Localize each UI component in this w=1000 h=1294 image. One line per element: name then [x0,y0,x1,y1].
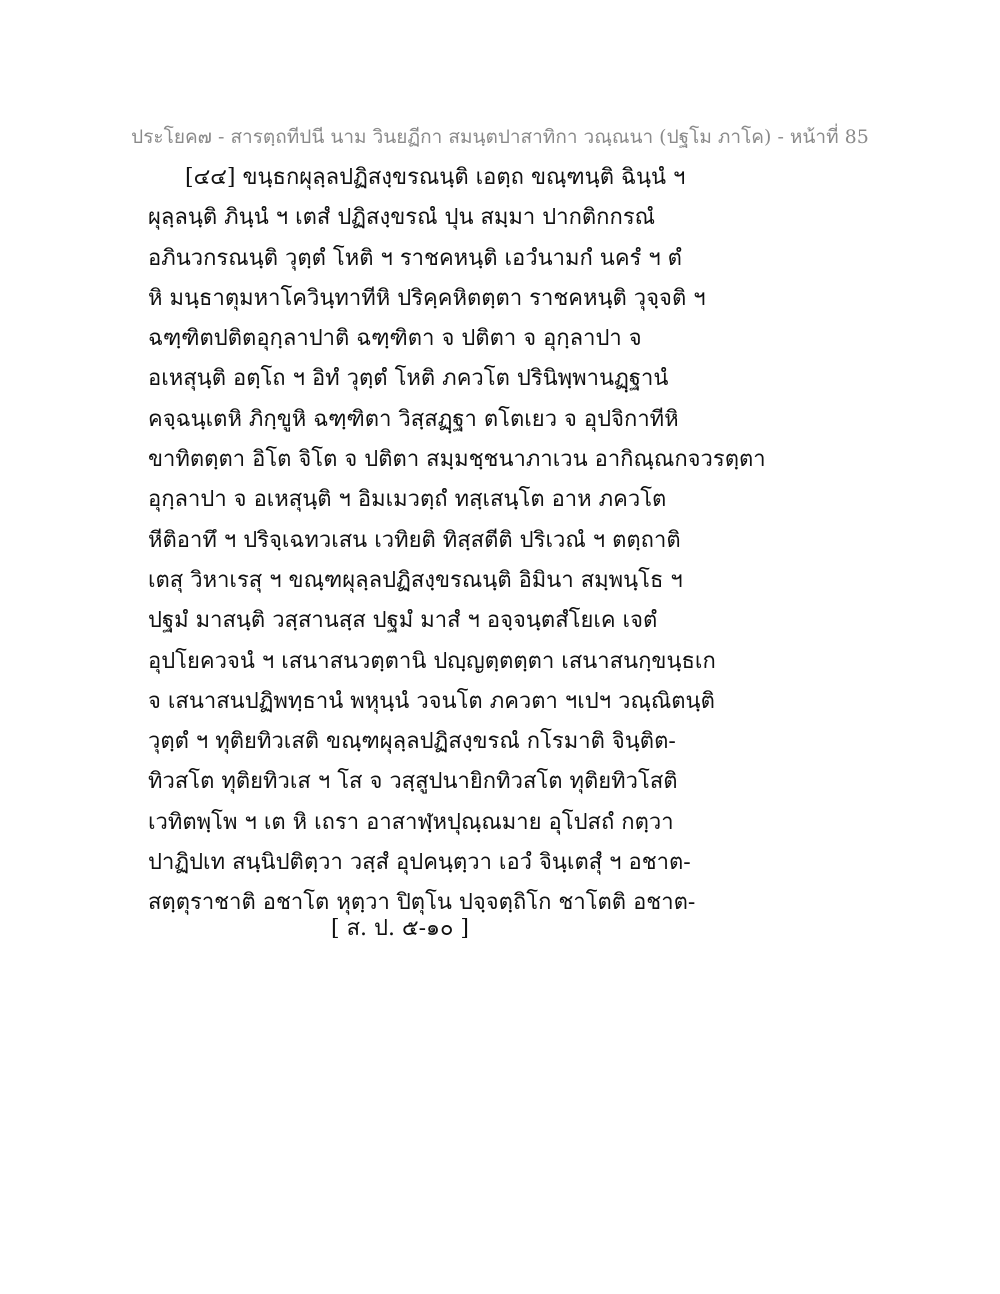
body-text [148,158,868,924]
text-line: ทิวสโต ทุติยทิวเส ฯ โส จ วสฺสูปนายิกทิวสโต ทุติยทิวโสติ [148,769,678,795]
text-line: อภินวกรณนฺติ วุตฺตํ โหติ ฯ ราชคหนฺติ เอวํนามกํ นครํ ฯ ตํ [148,245,682,271]
text-line: อุปโยควจนํ ฯ เสนาสนวตฺตานิ ปญฺญตฺตตฺตา เสนาสนกฺขนฺธเก [148,648,716,674]
text-line: วุตฺตํ ฯ ทุติยทิวเสติ ขณฺฑผุลฺลปฏิสงฺขรณํ กโรมาติ จินฺติต- [148,729,676,755]
text-line: ปาฏิปเท สนฺนิปติตฺวา วสฺสํ อุปคนฺตฺวา เอวํ จินฺเตสุํ ฯ อชาต- [148,850,691,876]
text-line: อเหสุนฺติ อตฺโถ ฯ อิทํ วุตฺตํ โหติ ภควโต ปรินิพฺพานฏฺฐานํ [148,366,669,392]
running-header: ประโยค๗ - สารตฺถทีปนี นาม วินยฏีกา สมนฺตปาสาทิกา วณฺณนา (ปฐโม ภาโค) - หน้าที่ 85 [131,126,869,148]
text-line: ปฐมํ มาสนฺติ วสฺสานสฺส ปฐมํ มาสํ ฯ อจฺจนฺตสํโยเค เจตํ [148,608,658,634]
text-line: จ เสนาสนปฏิพทฺธานํ พหุนฺนํ วจนโต ภควตา ฯเปฯ วณฺณิตนฺติ [148,688,715,714]
text-line: อุกฺลาปา จ อเหสุนฺติ ฯ อิมเมวตฺถํ ทสฺเสนฺโต อาห ภควโต [148,487,667,513]
text-line: สตฺตุราชาติ อชาโต หุตฺวา ปิตุโน ปจฺจตฺถิโก ชาโตติ อชาต- [148,890,696,916]
text-line: หีติอาทึ ฯ ปริจฺเฉทวเสน เวทิยติ ทิสฺสตีติ ปริเวณํ ฯ ตตฺถาติ [148,527,681,553]
text-line: ฉฑฺฑิตปติตอุกฺลาปาติ ฉฑฺฑิตา จ ปติตา จ อุกฺลาปา จ [148,326,642,352]
text-line: ขาทิตตฺตา อิโต จิโต จ ปติตา สมฺมชฺชนาภาเวน อากิณฺณกจวรตฺตา [148,447,766,473]
text-line: เวทิตพฺโพ ฯ เต หิ เถรา อาสาฬฺหปุณฺณมาย อุโปสถํ กตฺวา [148,809,674,835]
text-line: [๔๔] ขนฺธกผุลฺลปฏิสงฺขรณนฺติ เอตฺถ ขณฺฑนฺติ ฉินฺนํ ฯ [185,165,686,190]
text-line: หิ มนฺธาตุมหาโควินฺทาทีหิ ปริคฺคหิตตฺตา ราชคหนฺติ วุจฺจติ ฯ [148,285,706,311]
page-reference: [ ส. ป. ๕-๑๐ ] [331,916,469,941]
text-line: ผุลฺลนฺติ ภินฺนํ ฯ เตสํ ปฏิสงฺขรณํ ปุน สมฺมา ปากติกกรณํ [148,205,656,231]
text-line: คจฺฉนฺเตหิ ภิกฺขูหิ ฉฑฺฑิตา วิสฺสฏฺฐา ตโตเยว จ อุปจิกาทีหิ [148,406,679,432]
text-line: เตสุ วิหาเรสุ ฯ ขณฺฑผุลฺลปฏิสงฺขรณนฺติ อิมินา สมฺพนฺโธ ฯ [148,567,683,593]
